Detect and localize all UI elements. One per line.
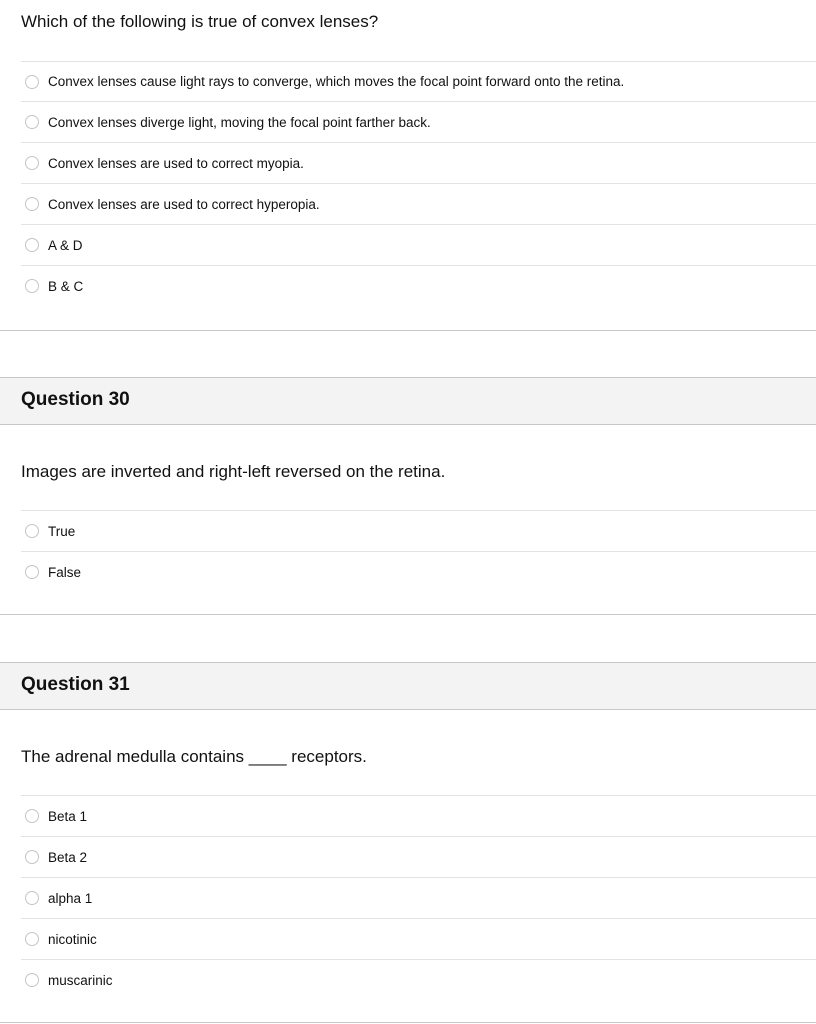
radio-button[interactable] xyxy=(25,565,39,579)
answer-option[interactable]: Convex lenses are used to correct myopia. xyxy=(21,142,816,183)
question-30-title: Question 30 xyxy=(21,389,130,410)
answer-option[interactable]: Convex lenses cause light rays to converge, which moves the focal point forward onto the retina. xyxy=(21,61,816,101)
radio-button[interactable] xyxy=(25,75,39,89)
answer-option[interactable]: True xyxy=(21,510,816,551)
radio-button[interactable] xyxy=(25,279,39,293)
answer-option[interactable]: Beta 1 xyxy=(21,795,816,836)
answer-option[interactable]: Convex lenses diverge light, moving the focal point farther back. xyxy=(21,101,816,142)
question-31-text: The adrenal medulla contains ____ receptors. xyxy=(21,747,367,766)
question-31-title: Question 31 xyxy=(21,674,130,695)
answer-option[interactable]: B & C xyxy=(21,265,816,306)
question-29-answers xyxy=(21,61,816,306)
question-divider xyxy=(0,330,816,331)
radio-button[interactable] xyxy=(25,197,39,211)
radio-button[interactable] xyxy=(25,973,39,987)
radio-button[interactable] xyxy=(25,524,39,538)
radio-button[interactable] xyxy=(25,809,39,823)
answer-option[interactable]: Beta 2 xyxy=(21,836,816,877)
answer-option[interactable]: Convex lenses are used to correct hyperopia. xyxy=(21,183,816,224)
radio-button[interactable] xyxy=(25,850,39,864)
question-31-answers xyxy=(21,795,816,1000)
radio-button[interactable] xyxy=(25,156,39,170)
question-31-header xyxy=(0,662,816,710)
radio-button[interactable] xyxy=(25,115,39,129)
radio-button[interactable] xyxy=(25,891,39,905)
question-divider xyxy=(0,614,816,615)
question-30-text: Images are inverted and right-left reversed on the retina. xyxy=(21,462,446,481)
answer-option[interactable]: A & D xyxy=(21,224,816,265)
question-29-text: Which of the following is true of convex lenses? xyxy=(21,12,379,31)
question-divider xyxy=(0,1022,816,1023)
answer-option[interactable]: nicotinic xyxy=(21,918,816,959)
answer-option[interactable]: alpha 1 xyxy=(21,877,816,918)
question-30-header xyxy=(0,377,816,425)
radio-button[interactable] xyxy=(25,932,39,946)
question-30-answers xyxy=(21,510,816,592)
radio-button[interactable] xyxy=(25,238,39,252)
answer-option[interactable]: False xyxy=(21,551,816,592)
answer-option[interactable]: muscarinic xyxy=(21,959,816,1000)
